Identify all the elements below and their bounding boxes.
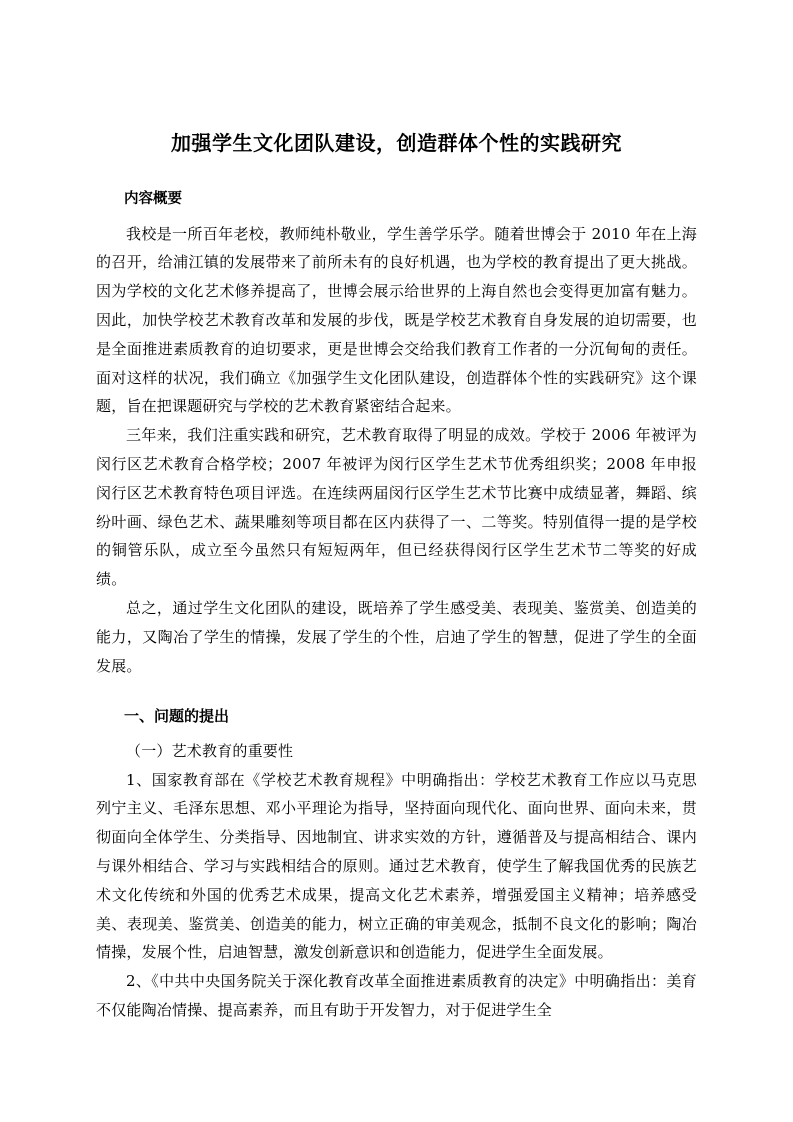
abstract-label: 内容概要 [124,191,182,207]
section-heading-one: 一、问题的提出 [124,707,230,726]
section-one-paragraph-1: 1、国家教育部在《学校艺术教育规程》中明确指出：学校艺术教育工作应以马克思列宁主义、毛泽东思想、邓小平理论为指导，坚持面向现代化、面向世界、面向未来，贯彻面向全体学生、分类指导、因地制宜、讲求实效的方针，遵循普及与提高相结合、课内与课外相结合、学习与实践相结合的原则。通过艺术教育，使学生了解我国优秀的民族艺术文化传统和外国的优秀艺术成果，提高文化艺术素养，增强爱国主义精神；培养感受美、表现美、鉴赏美、创造美的能力，树立正确的审美观念，抵制不良文化的影响；陶冶情操，发展个性，启迪智慧，激发创新意识和创造能力，促进学生全面发展。 [96,770,697,962]
subsection-heading-one: （一）艺术教育的重要性 [126,741,294,760]
page-title: 加强学生文化团队建设，创造群体个性的实践研究 [171,131,622,155]
section-one-paragraph-2: 2、《中共中央国务院关于深化教育改革全面推进素质教育的决定》中明确指出：美育不仅能陶冶情操、提高素养，而且有助于开发智力，对于促进学生全 [96,972,697,1019]
abstract-paragraph-1: 我校是一所百年老校，教师纯朴敬业，学生善学乐学。随着世博会于 2010 年在上海的召开，给浦江镇的发展带来了前所未有的良好机遇，也为学校的教育提出了更大挑战。因为学校的文化艺术修养提高了，世博会展示给世界的上海自然也会变得更加富有魅力。因此，加快学校艺术教育改革和发展的步伐，既是学校艺术教育自身发展的迫切需要，也是全面推进素质教育的迫切要求，更是世博会交给我们教育工作者的一分沉甸甸的责任。面对这样的状况，我们确立《加强学生文化团队建设，创造群体个性的实践研究》这个课题，旨在把课题研究与学校的艺术教育紧密结合起来。 [96,224,697,416]
abstract-paragraph-3: 总之，通过学生文化团队的建设，既培养了学生感受美、表现美、鉴赏美、创造美的能力，又陶冶了学生的情操，发展了学生的个性，启迪了学生的智慧，促进了学生的全面发展。 [96,598,697,675]
abstract-paragraph-2: 三年来，我们注重实践和研究，艺术教育取得了明显的成效。学校于 2006 年被评为闵行区艺术教育合格学校；2007 年被评为闵行区学生艺术节优秀组织奖；2008 年申报闵行区艺术教育特色项目评选。在连续两届闵行区学生艺术节比赛中成绩显著，舞蹈、缤纷叶画、绿色艺术、蔬果雕刻等项目都在区内获得了一、二等奖。特别值得一提的是学校的铜管乐队，成立至今虽然只有短短两年，但已经获得闵行区学生艺术节二等奖的好成绩。 [96,426,697,589]
